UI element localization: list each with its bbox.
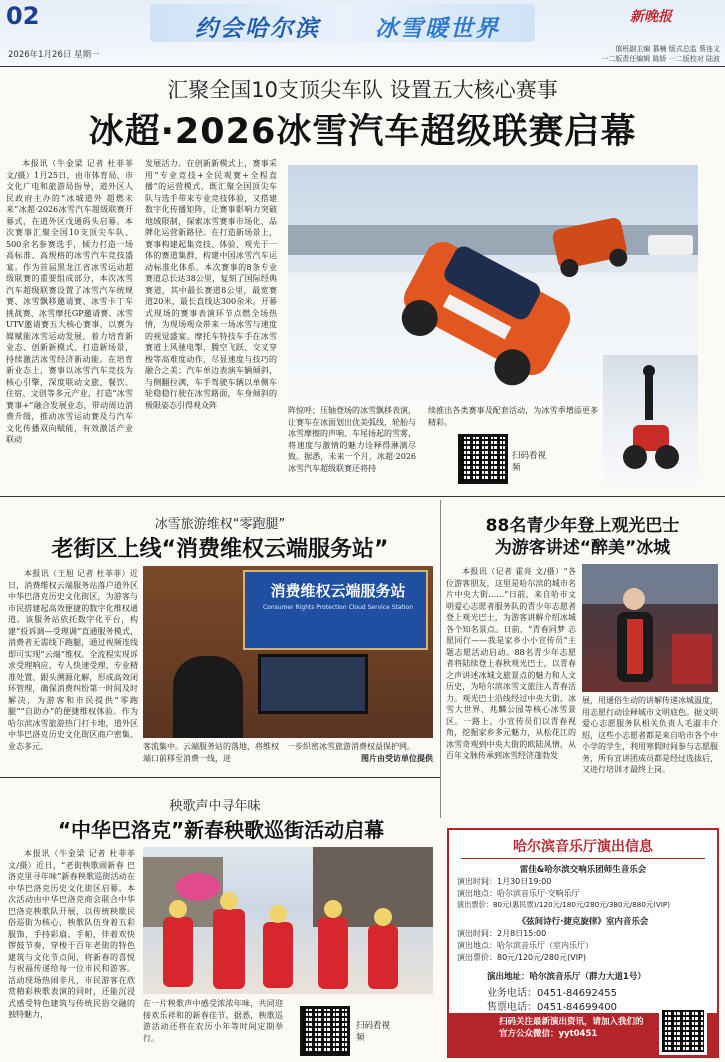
story2-kicker: 冰雪旅游维权“零跑腿” [154,517,286,532]
ad-qr-code[interactable] [659,1007,707,1055]
lead-headline: 冰超·2026冰雪汽车超级联赛启幕 [88,112,637,152]
ad-show2-place: 演出地点：哈尔滨音乐厅（室内乐厅） [457,941,593,950]
story3-text-overflow [446,694,576,813]
lead-col4-text: 续推出各类赛事及配套活动，为冰雪季增添更多精彩。 [428,406,598,427]
lead-col2-text: 发展活力。在创新新模式上，赛事采用“专业竞技+全民观赛+全程直播”的运营模式，既汇聚全国顶尖车队与选手带来专业竞技体验，又搭建数字化传播矩阵，让赛事影响力突破地域限制，探索冰雪赛事市场化、品牌化运营新路径。在打造新场景上，赛事构建起集竞技、体验、观光于一体的赛道集群，构建中国冰雪汽车运动标准化体系。本次赛事的8条专业赛道总长达38公里，复刻了国际经典赛道，其中最长赛道8公里，最宽赛道20米，最长直线达300余米。开幕式现场的赛事表演环节点燃全场热情，为现场观众带来一场冰雪与速度的视觉盛宴。摩托车特技车手在冰雪赛道上风驰电掣，腾空飞跃、交叉穿梭等高难度动作，尽显速度与技巧的融合之美；汽车单边表演车辆倾斜，与侧翻拉满，车手驾驶车辆以单侧车轮稳稳行驶在冰雪路面，车身倾斜的极限姿态引得观众阵 [145,159,277,410]
story4-text-b-body: 在一片秧歌声中感受浓浓年味，共同迎接欢乐祥和的新春佳节。据悉，秧歌巡游活动还将在农历小年等时间定期举行。 [143,999,283,1043]
lead-column-4 [428,405,598,435]
lead-column-2 [145,158,277,488]
story4-text-body: 本报讯（牛金梁 记者 杜菲菲 文/摄）近日，“老街秧歌闹新春 巴洛克里寻年味”新春秧歌巡街活动在中华巴洛克历史文化街区启幕。本次活动由中华巴洛克商会联合中华巴洛克秧歌队开展，以传统秧歌民俗巡街为核心，秧歌队伍身着五彩服饰，手持彩扇、手帕，伴着欢快锣鼓节奏，穿梭于百年老街的特色建筑与文化节点间，将新春的喜悦与祝福传递给每一位市民和游客。活动现场热闹非凡，市民游客在欣赏精彩秧歌表演的同时，还能沉浸式感受特色建筑与传统民俗交融的独特魅力， [8,849,135,1019]
concert-ad [447,828,719,1058]
service-station-sign-en: Consumer Rights Protection Cloud Service Station [262,604,414,611]
lead-kicker: 汇聚全国10支顶尖车队 设置五大核心赛事 [167,78,558,102]
visitor-figure [173,656,243,738]
editor-line-1: 值班副主编 慕楠 版式总监 蔡连义 [615,45,720,53]
story2-text-c-body: 一步织密冰雪旅游消费权益保护网。 [287,742,415,751]
ad-qr-text: 扫码关注最新演出资讯，请加入我们的官方公众微信：yyt0451 [499,1017,644,1039]
paper-logo: 新晚报 [630,9,672,25]
ad-venue: 演出地址：哈尔滨音乐厅（群力大道1号） [487,972,646,982]
story3-headline-2: 为游客讲述“醉美”冰城 [494,538,671,558]
story2-text-b-body: 客流集中。云端服务站的落地，将维权端口前移至消费一线，进 [143,742,279,763]
ad-business-phone: 业务电话：0451-84692455 [487,988,617,999]
ad-show2-time: 演出时间：2月8日15:00 [457,929,547,938]
story3-text [446,566,576,760]
ad-show2-price: 演出票价：80元/120元/280元(VIP) [457,953,587,962]
ad-footer [449,1013,717,1056]
story4-text-b [143,998,283,1060]
story4-kicker: 秧歌声中寻年味 [169,799,261,814]
lead-col1-text: 本报讯（牛金梁 记者 杜菲菲 文/摄）1月25日，由市体育局、市文化广电和旅游局指导，道外区人民政府主办的“冰城道外 超燃未来”冰超·2026冰雪汽车超级联赛开幕式，在道外区戊通码头启幕。本次赛事汇聚全国10支顶尖车队、500余名参赛选手，倾力打造一场高标准、高规格的冰雪汽车竞技盛宴。作为首届黑龙江省冰雪运动超级联赛的重要组成部分，本次冰雪汽车超级联赛设置了冰雪汽车统规赛、冰雪飘移邀请赛、冰雪卡丁车挑战赛、冰雪摩托GP邀请赛、冰雪UTV邀请赛五大核心赛事，以赛为媒赋能冰雪运动发展，着力培育新业态、创新新模式、打造新场景，持续激活冰雪经济新动能。在培育新业态上，赛事以冰雪汽车竞技为核心引擎，深度联动文旅、餐饮、住宿、文创等多元产业，打造“冰雪赛事+”融合发展业态，带动周边消费升级，推动冰雪运动赛及与汽车文化传播双向赋能，有效激活产业联动 [6,159,133,444]
video-screen [258,654,368,714]
lead-qr-label: 扫码看视频 [512,451,547,473]
slogan-right: 冰雪暖世界 [375,15,500,42]
story3-text-b-body: 展，用通俗生动的讲解传递冰城温度，用志愿行动诠释城市文明底色。据文明爱心志愿服务队相关负责人毛淑丰介绍，这些小志愿者都是来自哈市各个中小学的学生，利用寒假时间参与志愿服务，所有宣讲团成员都是经过选拔后，又进行培训才最终上岗。 [582,696,718,774]
lead-column-3 [288,405,416,488]
ad-show1-place: 演出地点：哈尔滨音乐厅·交响乐厅 [457,889,580,898]
story4-qr-code[interactable] [300,1006,350,1056]
story4-photo-yangge [143,847,433,994]
ad-show1-time: 演出时间：1月30日19:00 [457,877,552,886]
lead-photo-stunt-bike [603,355,698,485]
bus-guide-scene [582,564,718,692]
ad-show1-title: 雷佳&哈尔滨交响乐团师生音乐会 [519,865,647,875]
masthead-rule [0,66,725,67]
section-rule-2 [0,777,440,778]
lead-col3-text: 阵惊呼；压轴登场的冰雪飘移表演，让赛车在冰面划出优美弧线，轮胎与冰雪摩擦的声响、车尾扬起的雪雾，将速度与激情的魅力诠释得淋漓尽致。据悉，未来一个月，冰超·2026冰雪汽车超级联赛还将持 [288,406,416,473]
column-divider [440,500,441,818]
masthead [0,0,725,66]
story2-photo-service-station [143,566,433,738]
story2-photo-caption: 图片由受访单位提供 [361,754,433,763]
service-station-sign: 消费维权云端服务站 [270,582,406,600]
page-number: 02 [6,2,40,30]
issue-date: 2026年1月26日 星期一 [8,50,100,60]
story4-headline: “中华巴洛克”新春秧歌巡街活动启幕 [57,818,385,842]
editor-line-2: 一二版责任编辑 陈娇 一二版校对 陆波 [601,55,720,63]
story4-qr-label: 扫码看视频 [356,1021,391,1043]
ad-ticket-phone: 售票电话：0451-84699400 [487,1002,617,1013]
lead-qr-code[interactable] [458,434,508,484]
ad-show1-price: 演出票价：80元(惠民票)/120元/180元/280元/380元/880元(VIP) [457,900,671,909]
lead-column-1 [6,158,133,488]
ad-show2-title: 《弦间诗行·捷克旋律》室内音乐会 [517,917,649,927]
story3-text-b [582,695,718,813]
story2-text-b [143,741,279,771]
story3-photo-bus-guide [582,564,718,692]
story4-text [8,848,135,1060]
story2-headline: 老街区上线“消费维权云端服务站” [51,537,389,562]
story3-text-body: 本报讯（记者 霍亮 文/摄）“各位游客朋友，这里是哈尔滨的城市名片中央大街……”日前，来自哈市文明爱心志愿者服务队的青少年志愿者登上观光巴士，为游客讲解介绍冰城各个知名景点。日前，“青春同梦 志愿同行——我是家乡小小宣传员”主题志愿活动启动。88名青少年志愿者将陆续登上春秋观光巴士，以青春之声讲述冰城文旅景点的魅力和人文历史，为哈尔滨冰雪文旅注入青春活力。观光巴士沿线经过中央大街、冰雪大世界、兆麟公园等核心冰雪景区。一路上，小宣传员们以青春视角，挖掘家乡多元魅力，从松花江的冰雪奇观到中央大街的欧陆风情，从百年文脉传承到冰雪经济蓬勃发 [446,567,576,760]
story2-text-body: 本报讯（王旭 记者 杜菲菲）近日，消费维权云端服务站落户道外区中华巴洛克历史文化街区，为游客与市民搭建起高效便捷的数字化维权通道。该服务站依托数字化平台，构建“投诉调—受理调”直通服务模式，消费者无需线下跑腿，通过视频连线即可实现“云端”维权。全流程实现诉求受理响应、专人快速受理、专业精准处置、跟头溯源化解，形成高效闭环管理，确保消费纠纷第一时间及时解决，为游客和市民提供“零跑腿”“自助办”的便捷维权体验。作为哈尔滨冰雪旅游热门打卡地，道外区中华巴洛克历史文化街区商户密集、业态多元、 [8,569,138,751]
ad-title: 哈尔滨音乐厅演出信息 [513,839,653,855]
ad-title-rule [461,858,705,859]
slogan-left: 约会哈尔滨 [195,15,320,42]
story3-headline-1: 88名青少年登上观光巴士 [485,516,680,536]
section-rule-1 [0,496,725,497]
stunt-bike-scene [603,355,698,485]
yangge-scene [143,847,433,994]
